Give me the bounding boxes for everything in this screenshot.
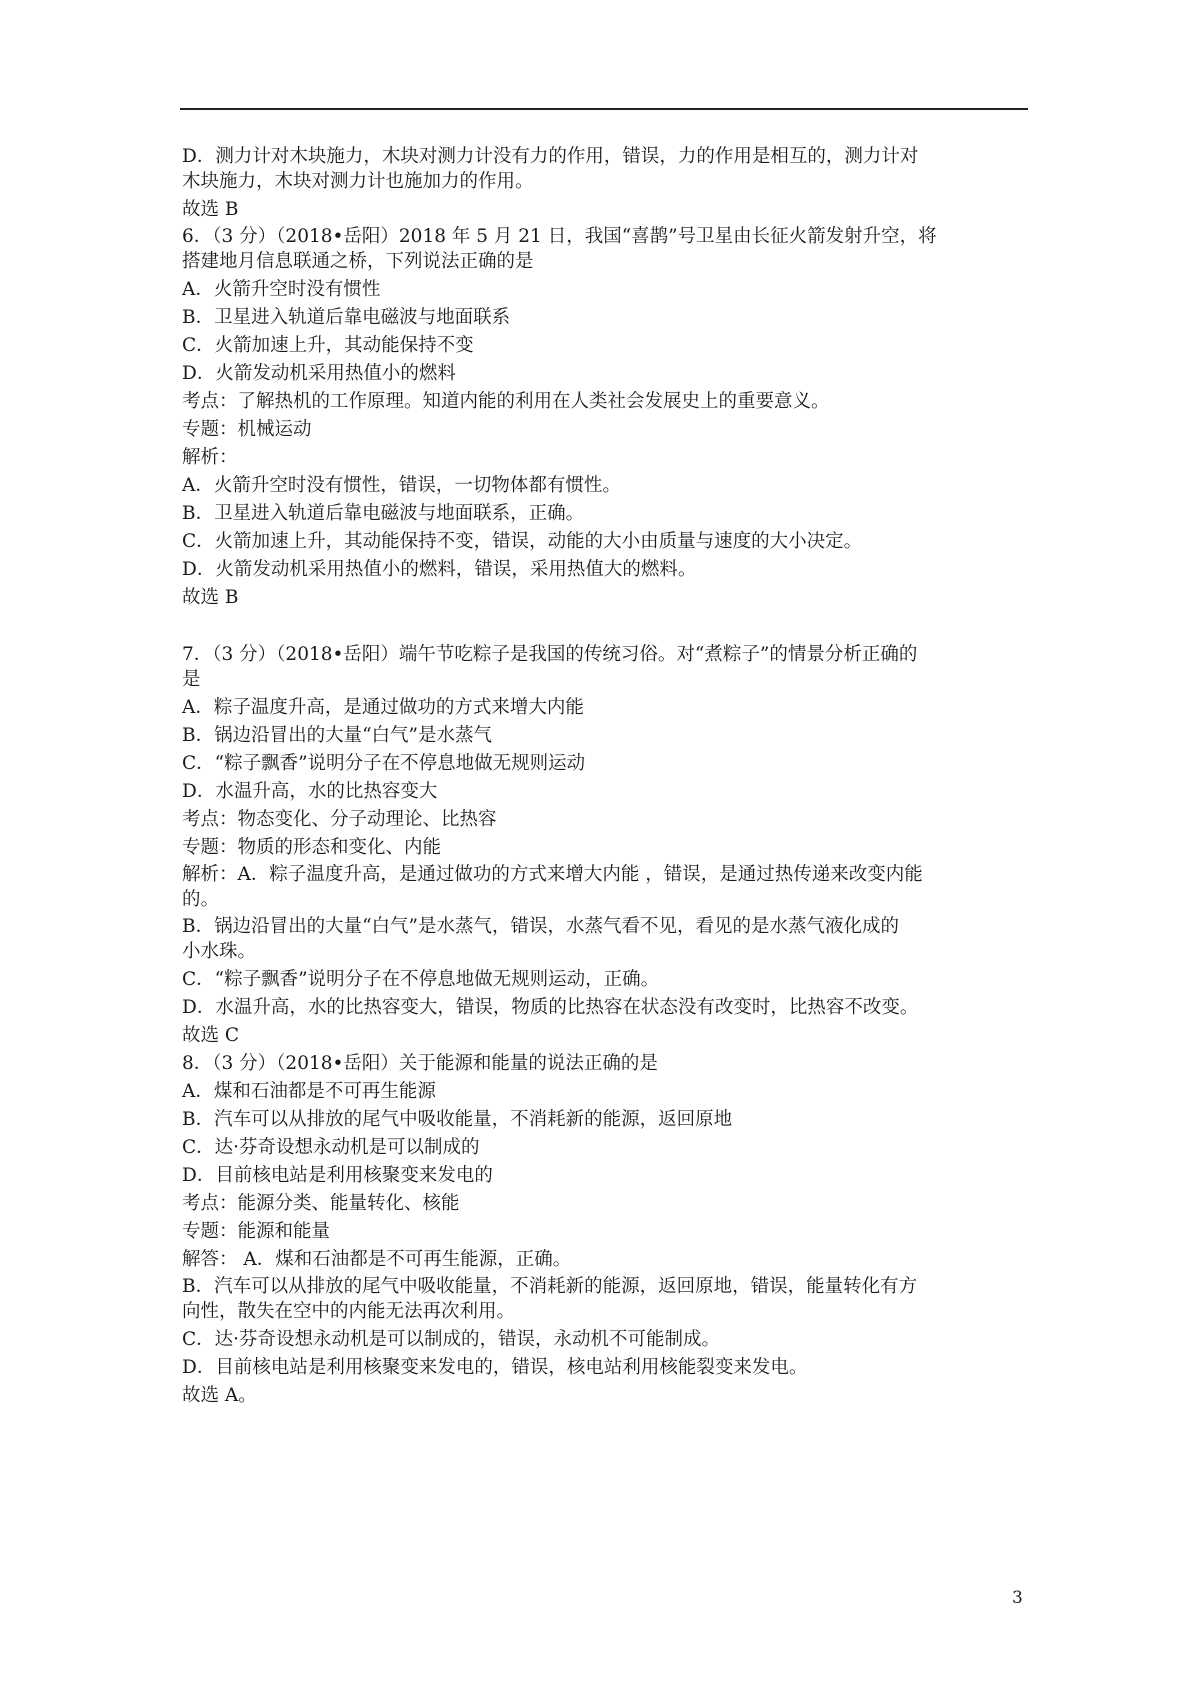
prev-choice: 故选 B — [182, 199, 239, 220]
q8-option-d: D．目前核电站是利用核聚变来发电的 — [182, 1165, 493, 1186]
q8-option-a: A．煤和石油都是不可再生能源 — [182, 1081, 436, 1102]
q7-kaodian: 考点：物态变化、分子动理论、比热容 — [182, 809, 497, 830]
q8-choice: 故选 A。 — [182, 1385, 257, 1406]
q6-kaodian: 考点：了解热机的工作原理。知道内能的利用在人类社会发展史上的重要意义。 — [182, 391, 830, 412]
q6-choice: 故选 B — [182, 587, 239, 608]
q7-stem-line1: 7．（3 分）（2018•岳阳）端午节吃粽子是我国的传统习俗。对“煮粽子”的情景分析正确的 — [182, 644, 918, 665]
q6-option-c: C．火箭加速上升，其动能保持不变 — [182, 335, 474, 356]
q7-analysis-a-line2: 的。 — [182, 889, 220, 910]
q7-analysis-a-line1: 解析：A．粽子温度升高，是通过做功的方式来增大内能 ，错误，是通过热传递来改变内能 — [182, 864, 923, 885]
q7-analysis-b-line1: B．锅边沿冒出的大量“白气”是水蒸气，错误，水蒸气看不见，看见的是水蒸气液化成的 — [182, 916, 900, 937]
section-gap — [182, 612, 1032, 642]
q6-option-d: D．火箭发动机采用热值小的燃料 — [182, 363, 456, 384]
q8-stem: 8．（3 分）（2018•岳阳）关于能源和能量的说法正确的是 — [182, 1053, 658, 1074]
page-content — [182, 144, 1032, 1410]
q8-analysis-a: 解答： A．煤和石油都是不可再生能源，正确。 — [182, 1249, 572, 1270]
q7-stem-line2: 是 — [182, 669, 201, 690]
q7-analysis-c: C．“粽子飘香”说明分子在不停息地做无规则运动，正确。 — [182, 969, 660, 990]
q8-zhuanti: 专题：能源和能量 — [182, 1221, 331, 1242]
q6-analysis-a: A．火箭升空时没有惯性，错误，一切物体都有惯性。 — [182, 475, 621, 496]
q7-option-a: A．粽子温度升高，是通过做功的方式来增大内能 — [182, 697, 584, 718]
q6-analysis-c: C．火箭加速上升，其动能保持不变，错误，动能的大小由质量与速度的大小决定。 — [182, 531, 863, 552]
q7-option-d: D．水温升高，水的比热容变大 — [182, 781, 438, 802]
q6-option-b: B．卫星进入轨道后靠电磁波与地面联系 — [182, 307, 511, 328]
q8-analysis-c: C．达·芬奇设想永动机是可以制成的，错误，永动机不可能制成。 — [182, 1329, 721, 1350]
q6-zhuanti: 专题：机械运动 — [182, 419, 312, 440]
q6-stem-line2: 搭建地月信息联通之桥，下列说法正确的是 — [182, 251, 534, 272]
q7-zhuanti: 专题：物质的形态和变化、内能 — [182, 837, 442, 858]
q6-analysis-d: D．火箭发动机采用热值小的燃料，错误，采用热值大的燃料。 — [182, 559, 697, 580]
q6-jiexi-label: 解析： — [182, 447, 238, 468]
header-rule — [180, 108, 1028, 110]
q8-option-b: B．汽车可以从排放的尾气中吸收能量，不消耗新的能源，返回原地 — [182, 1109, 733, 1130]
q8-analysis-d: D．目前核电站是利用核聚变来发电的，错误，核电站利用核能裂变来发电。 — [182, 1357, 808, 1378]
q7-analysis-b-line2: 小水珠。 — [182, 941, 257, 962]
q7-option-c: C．“粽子飘香”说明分子在不停息地做无规则运动 — [182, 753, 586, 774]
q8-kaodian: 考点：能源分类、能量转化、核能 — [182, 1193, 460, 1214]
q7-choice: 故选 C — [182, 1025, 240, 1046]
q7-option-b: B．锅边沿冒出的大量“白气”是水蒸气 — [182, 725, 493, 746]
prev-analysis-d-line2: 木块施力，木块对测力计也施加力的作用。 — [182, 171, 534, 192]
q8-option-c: C．达·芬奇设想永动机是可以制成的 — [182, 1137, 480, 1158]
q8-analysis-b-line2: 向性，散失在空中的内能无法再次利用。 — [182, 1301, 516, 1322]
page-number: 3 — [1012, 1588, 1023, 1608]
q6-analysis-b: B．卫星进入轨道后靠电磁波与地面联系，正确。 — [182, 503, 585, 524]
q7-analysis-d: D．水温升高，水的比热容变大，错误，物质的比热容在状态没有改变时，比热容不改变。 — [182, 997, 919, 1018]
q6-option-a: A．火箭升空时没有惯性 — [182, 279, 381, 300]
q8-analysis-b-line1: B．汽车可以从排放的尾气中吸收能量，不消耗新的能源，返回原地，错误，能量转化有方 — [182, 1276, 918, 1297]
prev-analysis-d-line1: D．测力计对木块施力，木块对测力计没有力的作用，错误，力的作用是相互的，测力计对 — [182, 146, 919, 167]
q6-stem-line1: 6．（3 分）（2018•岳阳）2018 年 5 月 21 日，我国“喜鹊”号卫星由长征火箭发射升空，将 — [182, 226, 937, 247]
